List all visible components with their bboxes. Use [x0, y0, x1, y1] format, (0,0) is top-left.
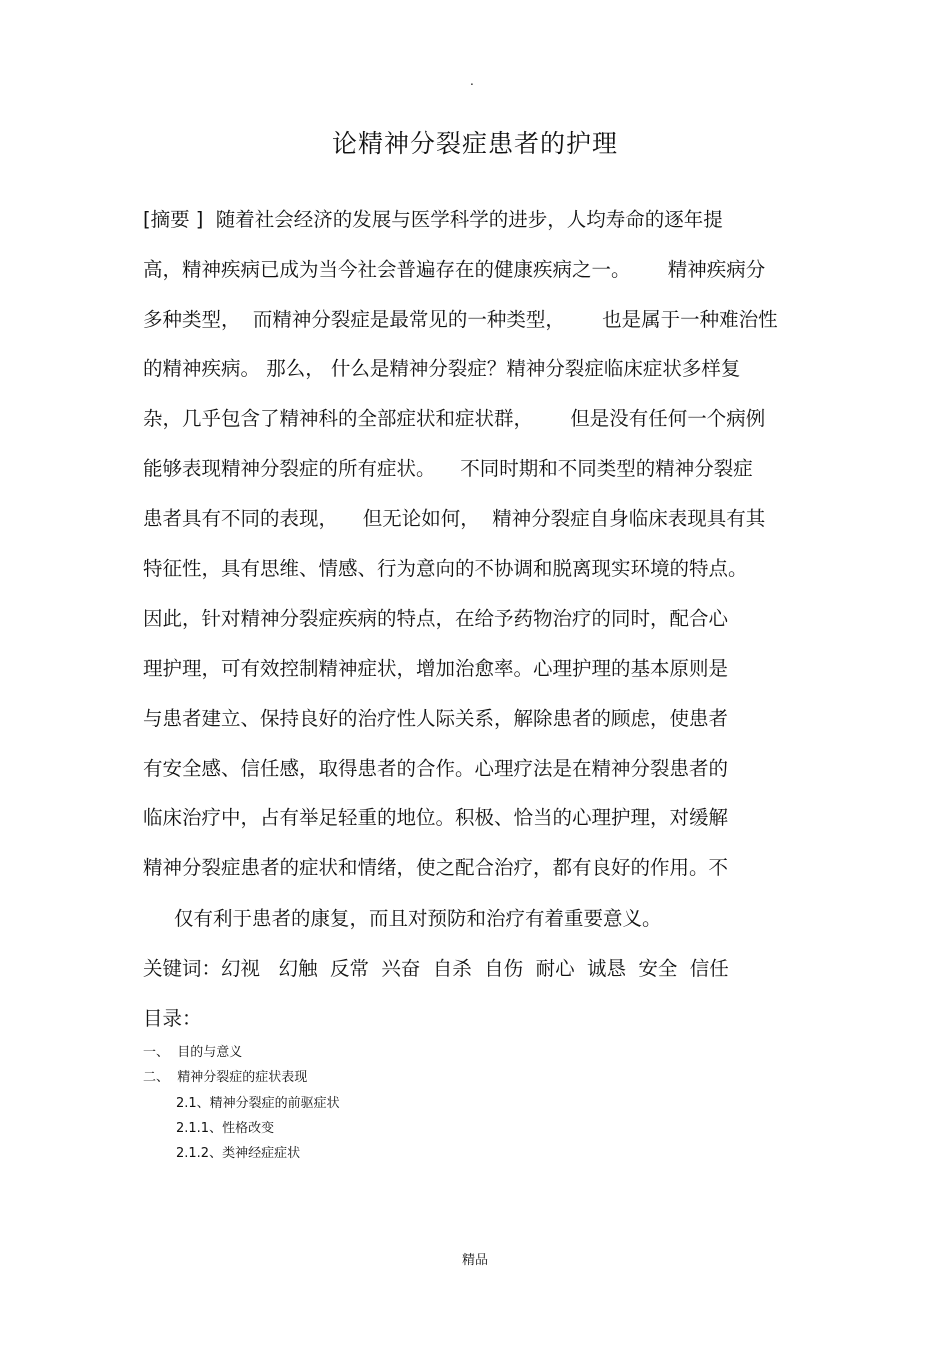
keywords: 关键词：幻视 幻触 反常 兴奋 自杀 自伤 耐心 诚恳 安全 信任 — [143, 957, 729, 980]
abstract-line: 精神分裂症患者的症状和情绪，使之配合治疗，都有良好的作用。不 — [143, 856, 729, 879]
abstract-line: 临床治疗中，占有举足轻重的地位。积极、恰当的心理护理，对缓解 — [143, 806, 729, 829]
abstract-line: 理护理，可有效控制精神症状，增加治愈率。心理护理的基本原则是 — [143, 657, 729, 680]
toc-item: 2.1.1、性格改变 — [176, 1121, 275, 1136]
abstract-line: 仅有利于患者的康复，而且对预防和治疗有着重要意义。 — [143, 907, 662, 930]
abstract-line: 患者具有不同的表现， 但无论如何， 精神分裂症自身临床表现具有其 — [143, 507, 766, 530]
toc-item: 二、 精神分裂症的症状表现 — [143, 1070, 308, 1085]
abstract-line: [摘要 ] 随着社会经济的发展与医学科学的进步，人均寿命的逐年提 — [143, 208, 723, 231]
abstract-line: 杂，几乎包含了精神科的全部症状和症状群， 但是没有任何一个病例 — [143, 407, 766, 430]
header-mark: . — [470, 74, 474, 88]
document-title: 论精神分裂症患者的护理 — [331, 129, 618, 158]
toc-item: 2.1、精神分裂症的前驱症状 — [176, 1096, 340, 1111]
abstract-line: 特征性，具有思维、情感、行为意向的不协调和脱离现实环境的特点。 — [143, 557, 748, 580]
abstract-line: 多种类型， 而精神分裂症是最常见的一种类型， 也是属于一种难治性 — [143, 308, 778, 331]
abstract-line: 的精神疾病。 那么， 什么是精神分裂症？精神分裂症临床症状多样复 — [143, 357, 741, 380]
toc-item: 一、 目的与意义 — [143, 1045, 243, 1060]
abstract-line: 能够表现精神分裂症的所有症状。 不同时期和不同类型的精神分裂症 — [143, 457, 753, 480]
abstract-line: 与患者建立、保持良好的治疗性人际关系，解除患者的顾虑，使患者 — [143, 707, 729, 730]
abstract-line: 有安全感、信任感，取得患者的合作。心理疗法是在精神分裂患者的 — [143, 757, 729, 780]
abstract-line: 高，精神疾病已成为当今社会普遍存在的健康疾病之一。 精神疾病分 — [143, 258, 766, 281]
abstract-line: 因此，针对精神分裂症疾病的特点，在给予药物治疗的同时，配合心 — [143, 607, 729, 630]
toc-heading: 目录： — [143, 1007, 202, 1030]
toc-item: 2.1.2、类神经症症状 — [176, 1146, 301, 1161]
page-footer: 精品 — [461, 1253, 488, 1268]
